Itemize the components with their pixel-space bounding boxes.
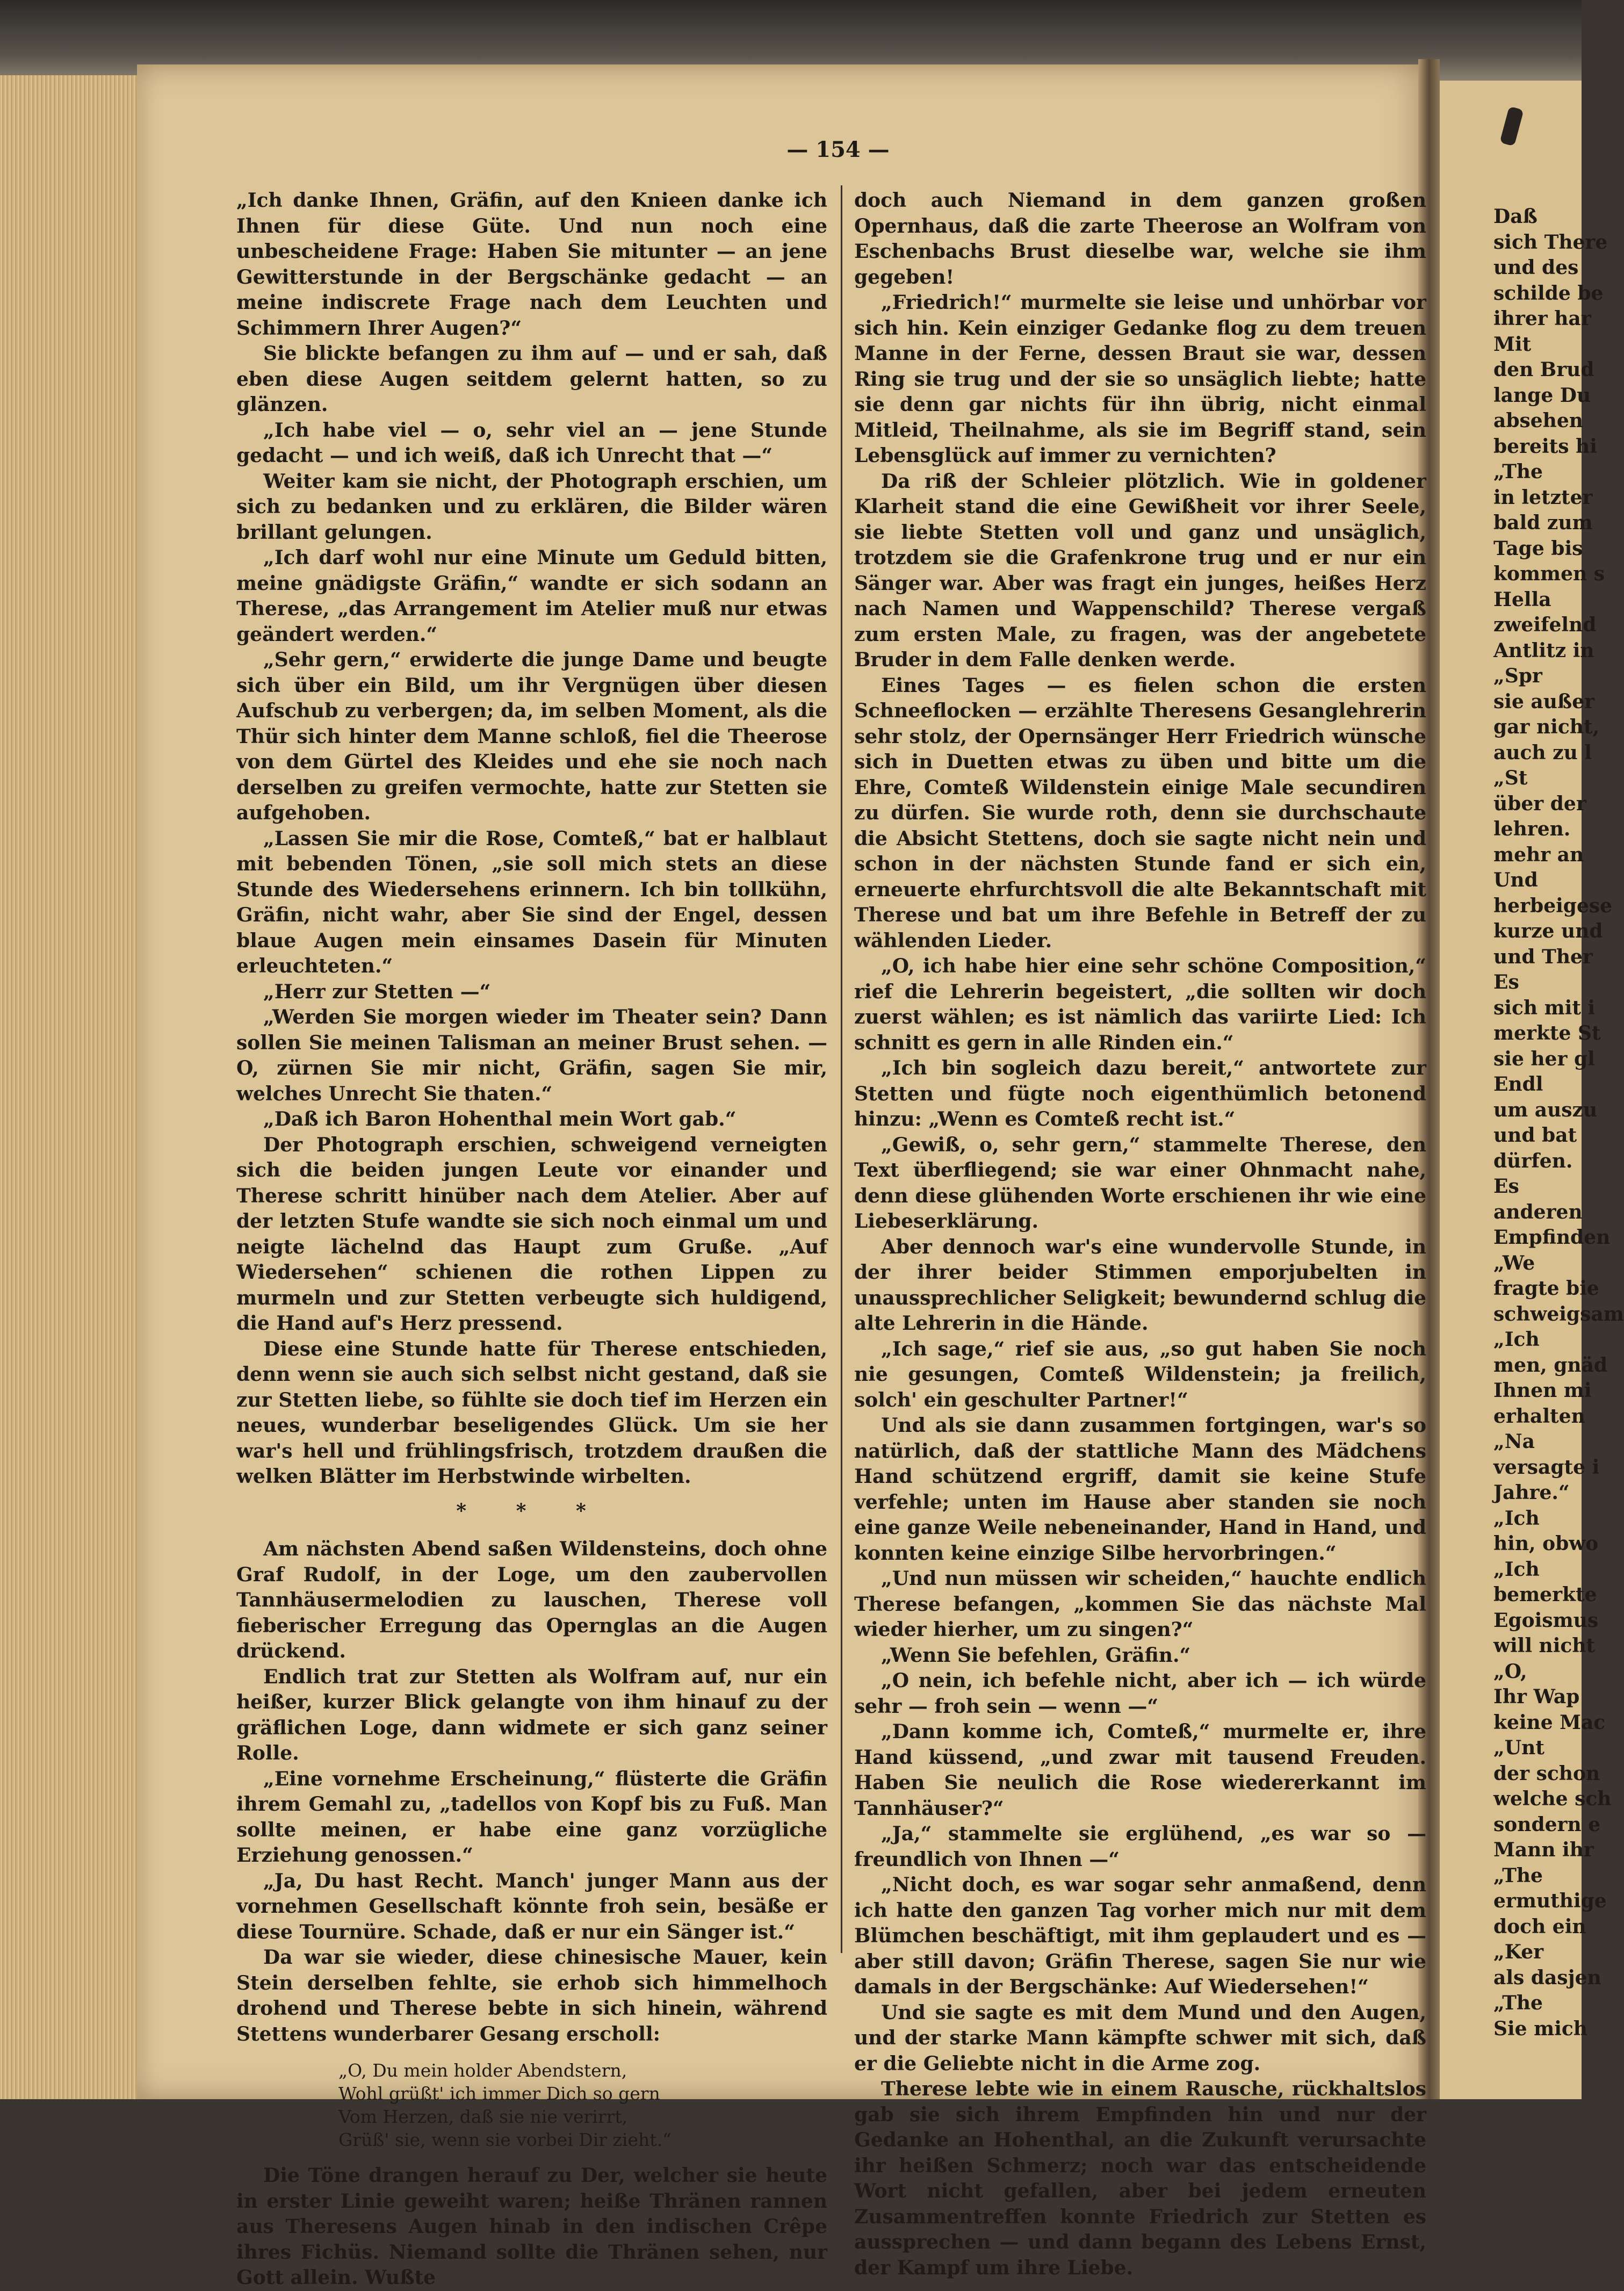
paragraph: „Sehr gern,“ erwiderte die junge Dame und beugte sich über ein Bild, um ihr Vergnügen über diesen Aufschub zu verbergen; da, im selben Moment, als die Thür sich hinter dem Manne schloß, fiel die Theerose von dem Gürtel des Kleides und ehe sie noch nach derselben zu greifen vermochte, hatte zur Stetten sie aufgehoben.	[236, 649, 827, 824]
fragment-line: Ihr Wap	[1493, 1685, 1580, 1708]
fragment-line: „St	[1493, 767, 1528, 789]
fragment-line: hin, obwo	[1493, 1532, 1599, 1555]
paragraph: „Dann komme ich, Comteß,“ murmelte er, ihre Hand küssend, „und zwar mit tausend Freuden. Haben Sie neulich die Rose wiedererkannt im Tannhäuser?“	[854, 1720, 1426, 1820]
paragraph: „Ich darf wohl nur eine Minute um Geduld bitten, meine gnädigste Gräfin,“ wandte er sich sodann an Therese, „das Arrangement im Atelier muß nur etwas geändert werden.“	[236, 546, 827, 646]
paragraph: „O, ich habe hier eine sehr schöne Composition,“ rief die Lehrerin begeistert, „die sollten wir doch zuerst wählen; es ist nämlich das variirte Lied: Ich schnitt es gern in alle Rinden ein.“	[854, 955, 1426, 1054]
fragment-line: „Ich	[1493, 1328, 1540, 1351]
fragment-line: Daß	[1493, 205, 1538, 228]
paragraph: Der Photograph erschien, schweigend verneigten sich die beiden jungen Leute vor einander und Therese schritt hinüber nach dem Atelier. Aber auf der letzten Stufe wandte sie sich noch einmal um und neigte lächelnd das Haupt zum Gruße. „Auf Wiedersehen“ schienen die rothen Lippen zu murmeln und zur Stetten verbeugte sich huldigend, die Hand auf's Herz pressend.	[236, 1133, 827, 1335]
paragraph: doch auch Niemand in dem ganzen großen Opernhaus, daß die zarte Theerose an Wolfram von Eschenbachs Brust dieselbe war, welche sie ihm gegeben!	[854, 189, 1426, 289]
fragment-line: und des	[1493, 256, 1579, 279]
fragment-line: gar nicht,	[1493, 716, 1600, 738]
fragment-line: „Spr	[1493, 665, 1542, 687]
fragment-line: erhalten	[1493, 1404, 1585, 1428]
fragment-line: doch ein	[1493, 1915, 1586, 1938]
paragraph: „Und nun müssen wir scheiden,“ hauchte endlich Therese befangen, „kommen Sie das nächste Mal wieder hierher, um zu singen?“	[854, 1567, 1426, 1641]
fragment-line: Es	[1493, 1175, 1519, 1198]
fragment-line: Es	[1493, 971, 1519, 993]
paragraph: „Eine vornehme Erscheinung,“ flüsterte die Gräfin ihrem Gemahl zu, „tadellos von Kopf bis zu Fuß. Man sollte meinen, er habe eine ganz vorzügliche Erziehung genossen.“	[236, 1767, 827, 1867]
right-page-fragments	[1493, 204, 1624, 2042]
paragraph: „Ich bin sogleich dazu bereit,“ antwortete zur Stetten und fügte noch eigenthümlich betonend hinzu: „Wenn es Comteß recht ist.“	[854, 1057, 1426, 1130]
left-column	[236, 188, 827, 2291]
fragment-line: Tage bis	[1493, 537, 1583, 560]
column-divider	[841, 185, 842, 1953]
fragment-line: welche sch	[1493, 1788, 1612, 1810]
fragment-line: ermuthige	[1493, 1890, 1607, 1912]
paragraph: Da riß der Schleier plötzlich. Wie in goldener Klarheit stand die eine Gewißheit vor ihrer Seele, sie liebte Stetten voll und ganz und unsäglich, trotzdem sie die Grafenkrone trug und er nur ein Sänger war. Aber was fragt ein junges, heißes Herz nach Namen und Wappenschild? Therese vergaß zum ersten Male, zu fragen, was der angebetete Bruder in dem Falle denken werde.	[854, 470, 1426, 671]
fragment-line: „The	[1493, 1992, 1543, 2014]
paragraph: „Ich habe viel — o, sehr viel an — jene Stunde gedacht — und ich weiß, daß ich Unrecht that —“	[236, 419, 827, 467]
fragment-line: bereits hi	[1493, 435, 1597, 458]
fragment-line: Hella	[1493, 588, 1551, 611]
fragment-line: um auszu	[1493, 1098, 1598, 1121]
right-column	[854, 188, 1426, 2281]
fragment-line: sich mit i	[1493, 996, 1596, 1019]
page-edges	[0, 75, 137, 2099]
fragment-line: will nicht	[1493, 1634, 1596, 1657]
fragment-line: sich There	[1493, 230, 1608, 254]
fragment-line: „Ker	[1493, 1941, 1544, 1963]
paragraph: „O nein, ich befehle nicht, aber ich — ich würde sehr — froh sein — wenn —“	[854, 1669, 1426, 1718]
verse-line: Wohl grüßt' ich immer Dich so gern	[338, 2083, 660, 2104]
fragment-line: bemerkte	[1493, 1583, 1597, 1606]
fragment-line: herbeigese	[1493, 894, 1613, 917]
paragraph: Am nächsten Abend saßen Wildensteins, doch ohne Graf Rudolf, in der Loge, um den zaubervollen Tannhäusermelodien zu lauschen, Therese voll fieberischer Erregung das Opernglas an die Augen drückend.	[236, 1538, 827, 1662]
fragment-line: Endl	[1493, 1073, 1543, 1096]
fragment-line: und bat	[1493, 1124, 1577, 1147]
fragment-line: in letzter	[1493, 486, 1593, 509]
fragment-line: zweifelnd	[1493, 614, 1597, 636]
fragment-line: men, gnäd	[1493, 1353, 1608, 1377]
fragment-line: dürfen.	[1493, 1149, 1573, 1172]
fragment-line: merkte St	[1493, 1022, 1601, 1044]
fragment-line: versagte i	[1493, 1456, 1600, 1479]
paragraph: „Ich danke Ihnen, Gräfin, auf den Knieen danke ich Ihnen für diese Güte. Und nun noch eine unbescheidene Frage: Haben Sie mitunter — an jene Gewitterstunde in der Bergschänke gedacht — an meine indiscrete Frage nach dem Leuchten und Schimmern Ihrer Augen?“	[236, 189, 827, 340]
paragraph: „Herr zur Stetten —“	[263, 980, 491, 1003]
paragraph: Und als sie dann zusammen fortgingen, war's so natürlich, daß der stattliche Mann des Mädchens Hand schützend ergriff, damit sie keine Stufe verfehle; unten im Hause aber standen sie noch eine ganze Weile nebeneinander, Hand in Hand, und konnten keine einzige Silbe hervorbringen.“	[854, 1414, 1426, 1565]
fragment-line: absehen	[1493, 409, 1583, 432]
fragment-line: keine Mac	[1493, 1711, 1606, 1734]
fragment-line: „The	[1493, 460, 1543, 483]
paragraph: „Ja, Du hast Recht. Manch' junger Mann aus der vornehmen Gesellschaft könnte froh sein, besäße er diese Tournüre. Schade, daß er nur ein Sänger ist.“	[236, 1869, 827, 1943]
fragment-line: fragte bie	[1493, 1277, 1599, 1300]
paragraph: Therese lebte wie in einem Rausche, rückhaltslos gab sie sich ihrem Empfinden hin und nur der Gedanke an Hohenthal, an die Zukunft verursachte ihr heißen Schmerz; noch war das entscheidende Wort nicht gefallen, aber bei jedem erneuten Zusammentreffen konnte Friedrich zur Stetten es aussprechen — und dann begann des Lebens Ernst, der Kampf um ihre Liebe.	[854, 2078, 1426, 2279]
fragment-line: Und	[1493, 869, 1538, 891]
fragment-line: „O,	[1493, 1660, 1527, 1683]
fragment-line: mehr an	[1493, 843, 1584, 866]
fragment-line: „Ich	[1493, 1558, 1540, 1581]
paragraph: Und sie sagte es mit dem Mund und den Augen, und der starke Mann kämpfte schwer mit sich, daß er die Geliebte nicht in die Arme zog.	[854, 2001, 1426, 2075]
fragment-line: lehren.	[1493, 818, 1571, 840]
verse-block	[338, 2059, 827, 2151]
fragment-line: „We	[1493, 1251, 1535, 1274]
paragraph: Die Töne drangen herauf zu Der, welcher sie heute in erster Linie geweiht waren; heiße Thränen rannen aus Theresens Augen hinab in den indischen Crêpe ihres Fichüs. Niemand sollte die Thränen sehen, nur Gott allein. Wußte	[236, 2164, 827, 2289]
fragment-line: ihrer har	[1493, 307, 1591, 330]
fragment-line: lange Du	[1493, 384, 1591, 407]
fragment-line: Ihnen mi	[1493, 1379, 1592, 1402]
fragment-line: Jahre.“	[1493, 1481, 1570, 1504]
fragment-line: auch zu l	[1493, 741, 1592, 764]
fragment-line: Mann ihr	[1493, 1839, 1594, 1861]
paragraph: Weiter kam sie nicht, der Photograph erschien, um sich zu bedanken und zu erklären, die Bilder wären brillant gelungen.	[236, 470, 827, 544]
paragraph: „Ich sage,“ rief sie aus, „so gut haben Sie noch nie gesungen, Comteß Wildenstein; ja freilich, solch' ein geschulter Partner!“	[854, 1337, 1426, 1411]
fragment-line: als dasjen	[1493, 1966, 1601, 1989]
fragment-line: „The	[1493, 1864, 1543, 1887]
verse-line: „O, Du mein holder Abendstern,	[338, 2060, 627, 2081]
fragment-line: „Unt	[1493, 1737, 1544, 1759]
fragment-line: den Brud	[1493, 358, 1594, 381]
fragment-line: und Ther	[1493, 945, 1593, 968]
paragraph: Endlich trat zur Stetten als Wolfram auf, nur ein heißer, kurzer Blick gelangte von ihm hinauf zu der gräflichen Loge, dann widmete er sich ganz seiner Rolle.	[236, 1665, 827, 1764]
fragment-line: sie außer	[1493, 690, 1595, 713]
paragraph: „Daß ich Baron Hohenthal mein Wort gab.“	[263, 1108, 737, 1130]
fragment-line: Mit	[1493, 333, 1532, 356]
fragment-line: schweigsam	[1493, 1302, 1624, 1325]
paragraph: „Lassen Sie mir die Rose, Comteß,“ bat er halblaut mit bebenden Tönen, „sie soll mich stets an diese Stunde des Wiedersehens erinnern. Ich bin tollkühn, Gräfin, nicht wahr, aber Sie sind der Engel, dessen blaue Augen mein einsames Dasein für Minuten erleuchteten.“	[236, 827, 827, 977]
verse-line: Grüß' sie, wenn sie vorbei Dir zieht.“	[338, 2129, 672, 2150]
fragment-line: kurze und	[1493, 920, 1603, 942]
fragment-line: über der	[1493, 792, 1586, 815]
fragment-line: „Na	[1493, 1430, 1535, 1453]
paragraph: „Nicht doch, es war sogar sehr anmaßend, denn ich hatte den ganzen Tag vorher mich nur mit dem Blümchen beschäftigt, mit ihm geplaudert und es — aber still davon; Gräfin Therese, sagen Sie nur wie damals in der Bergschänke: Auf Wiedersehen!“	[854, 1874, 1426, 1998]
verse-line: Vom Herzen, daß sie nie verirrt,	[338, 2106, 628, 2127]
fragment-line: der schon	[1493, 1762, 1600, 1785]
page-number: — 154 —	[786, 137, 890, 162]
paragraph: „Ja,“ stammelte sie erglühend, „es war so — freundlich von Ihnen —“	[854, 1822, 1426, 1871]
fragment-line: Sie mich	[1493, 2017, 1587, 2040]
fragment-line: anderen	[1493, 1200, 1583, 1223]
paragraph: „Gewiß, o, sehr gern,“ stammelte Therese, den Text überfliegend; sie war einer Ohnmacht nahe, denn diese glühenden Worte erschienen ihr wie eine Liebeserklärung.	[854, 1133, 1426, 1233]
fragment-line: Egoismus	[1493, 1609, 1599, 1632]
fragment-line: schilde be	[1493, 282, 1604, 305]
paragraph: Aber dennoch war's eine wundervolle Stunde, in der ihrer beider Stimmen emporjubelten in unaussprechlicher Seligkeit; bewundernd schlug die alte Lehrerin in die Hände.	[854, 1235, 1426, 1335]
fragment-line: „Ich	[1493, 1507, 1540, 1530]
paragraph: „Friedrich!“ murmelte sie leise und unhörbar vor sich hin. Kein einziger Gedanke flog zu dem treuen Manne in der Ferne, dessen Braut sie war, dessen Ring sie trug und der sie so unsäglich liebte; hatte sie denn gar nichts für ihn übrig, nicht einmal Mitleid, Theilnahme, als sie im Begriff stand, sein Lebensglück auf immer zu vernichten?	[854, 291, 1426, 467]
fragment-line: Empfinden	[1493, 1226, 1611, 1249]
fragment-line: Antlitz in	[1493, 639, 1594, 662]
fragment-line: bald zum	[1493, 511, 1593, 534]
paragraph: „Werden Sie morgen wieder im Theater sein? Dann sollen Sie meinen Talisman an meiner Brust sehen. — O, zürnen Sie mir nicht, Gräfin, sagen Sie mir, welches Unrecht Sie thaten.“	[236, 1006, 827, 1105]
fragment-line: kommen s	[1493, 563, 1605, 585]
paragraph: Eines Tages — es fielen schon die ersten Schneeflocken — erzählte Theresens Gesanglehrerin sehr stolz, der Opernsänger Herr Friedrich wünsche sich in Duetten etwas zu üben und bitte um die Ehre, Comteß Wildenstein einige Male secundiren zu dürfen. Sie wurde roth, denn sie durchschaute die Absicht Stettens, doch sie sagte nicht nein und schon in der nächsten Stunde fand er sich ein, erneuerte ehrfurchtsvoll die alte Bekanntschaft mit Therese und bat um ihre Befehle in Betreff der zu wählenden Lieder.	[854, 674, 1426, 952]
paragraph: Da war sie wieder, diese chinesische Mauer, kein Stein derselben fehlte, sie erhob sich himmelhoch drohend und Therese bebte in sich hinein, während Stettens wunderbarer Gesang erscholl:	[236, 1946, 827, 2045]
paragraph: „Wenn Sie befehlen, Gräfin.“	[881, 1644, 1191, 1667]
paragraph: Diese eine Stunde hatte für Therese entschieden, denn wenn sie auch sich selbst nicht gestand, daß sie zur Stetten liebe, so fühlte sie doch tief im Herzen ein neues, wunderbar beseligendes Glück. Um sie her war's hell und frühlingsfrisch, trotzdem draußen die welken Blätter im Herbstwinde wirbelten.	[236, 1337, 827, 1488]
paragraph: Sie blickte befangen zu ihm auf — und er sah, daß eben diese Augen seitdem gelernt hatten, so zu glänzen.	[236, 342, 827, 416]
fragment-line: sondern e	[1493, 1813, 1601, 1836]
section-separator: * * *	[456, 1499, 608, 1522]
fragment-line: sie her gl	[1493, 1047, 1595, 1070]
